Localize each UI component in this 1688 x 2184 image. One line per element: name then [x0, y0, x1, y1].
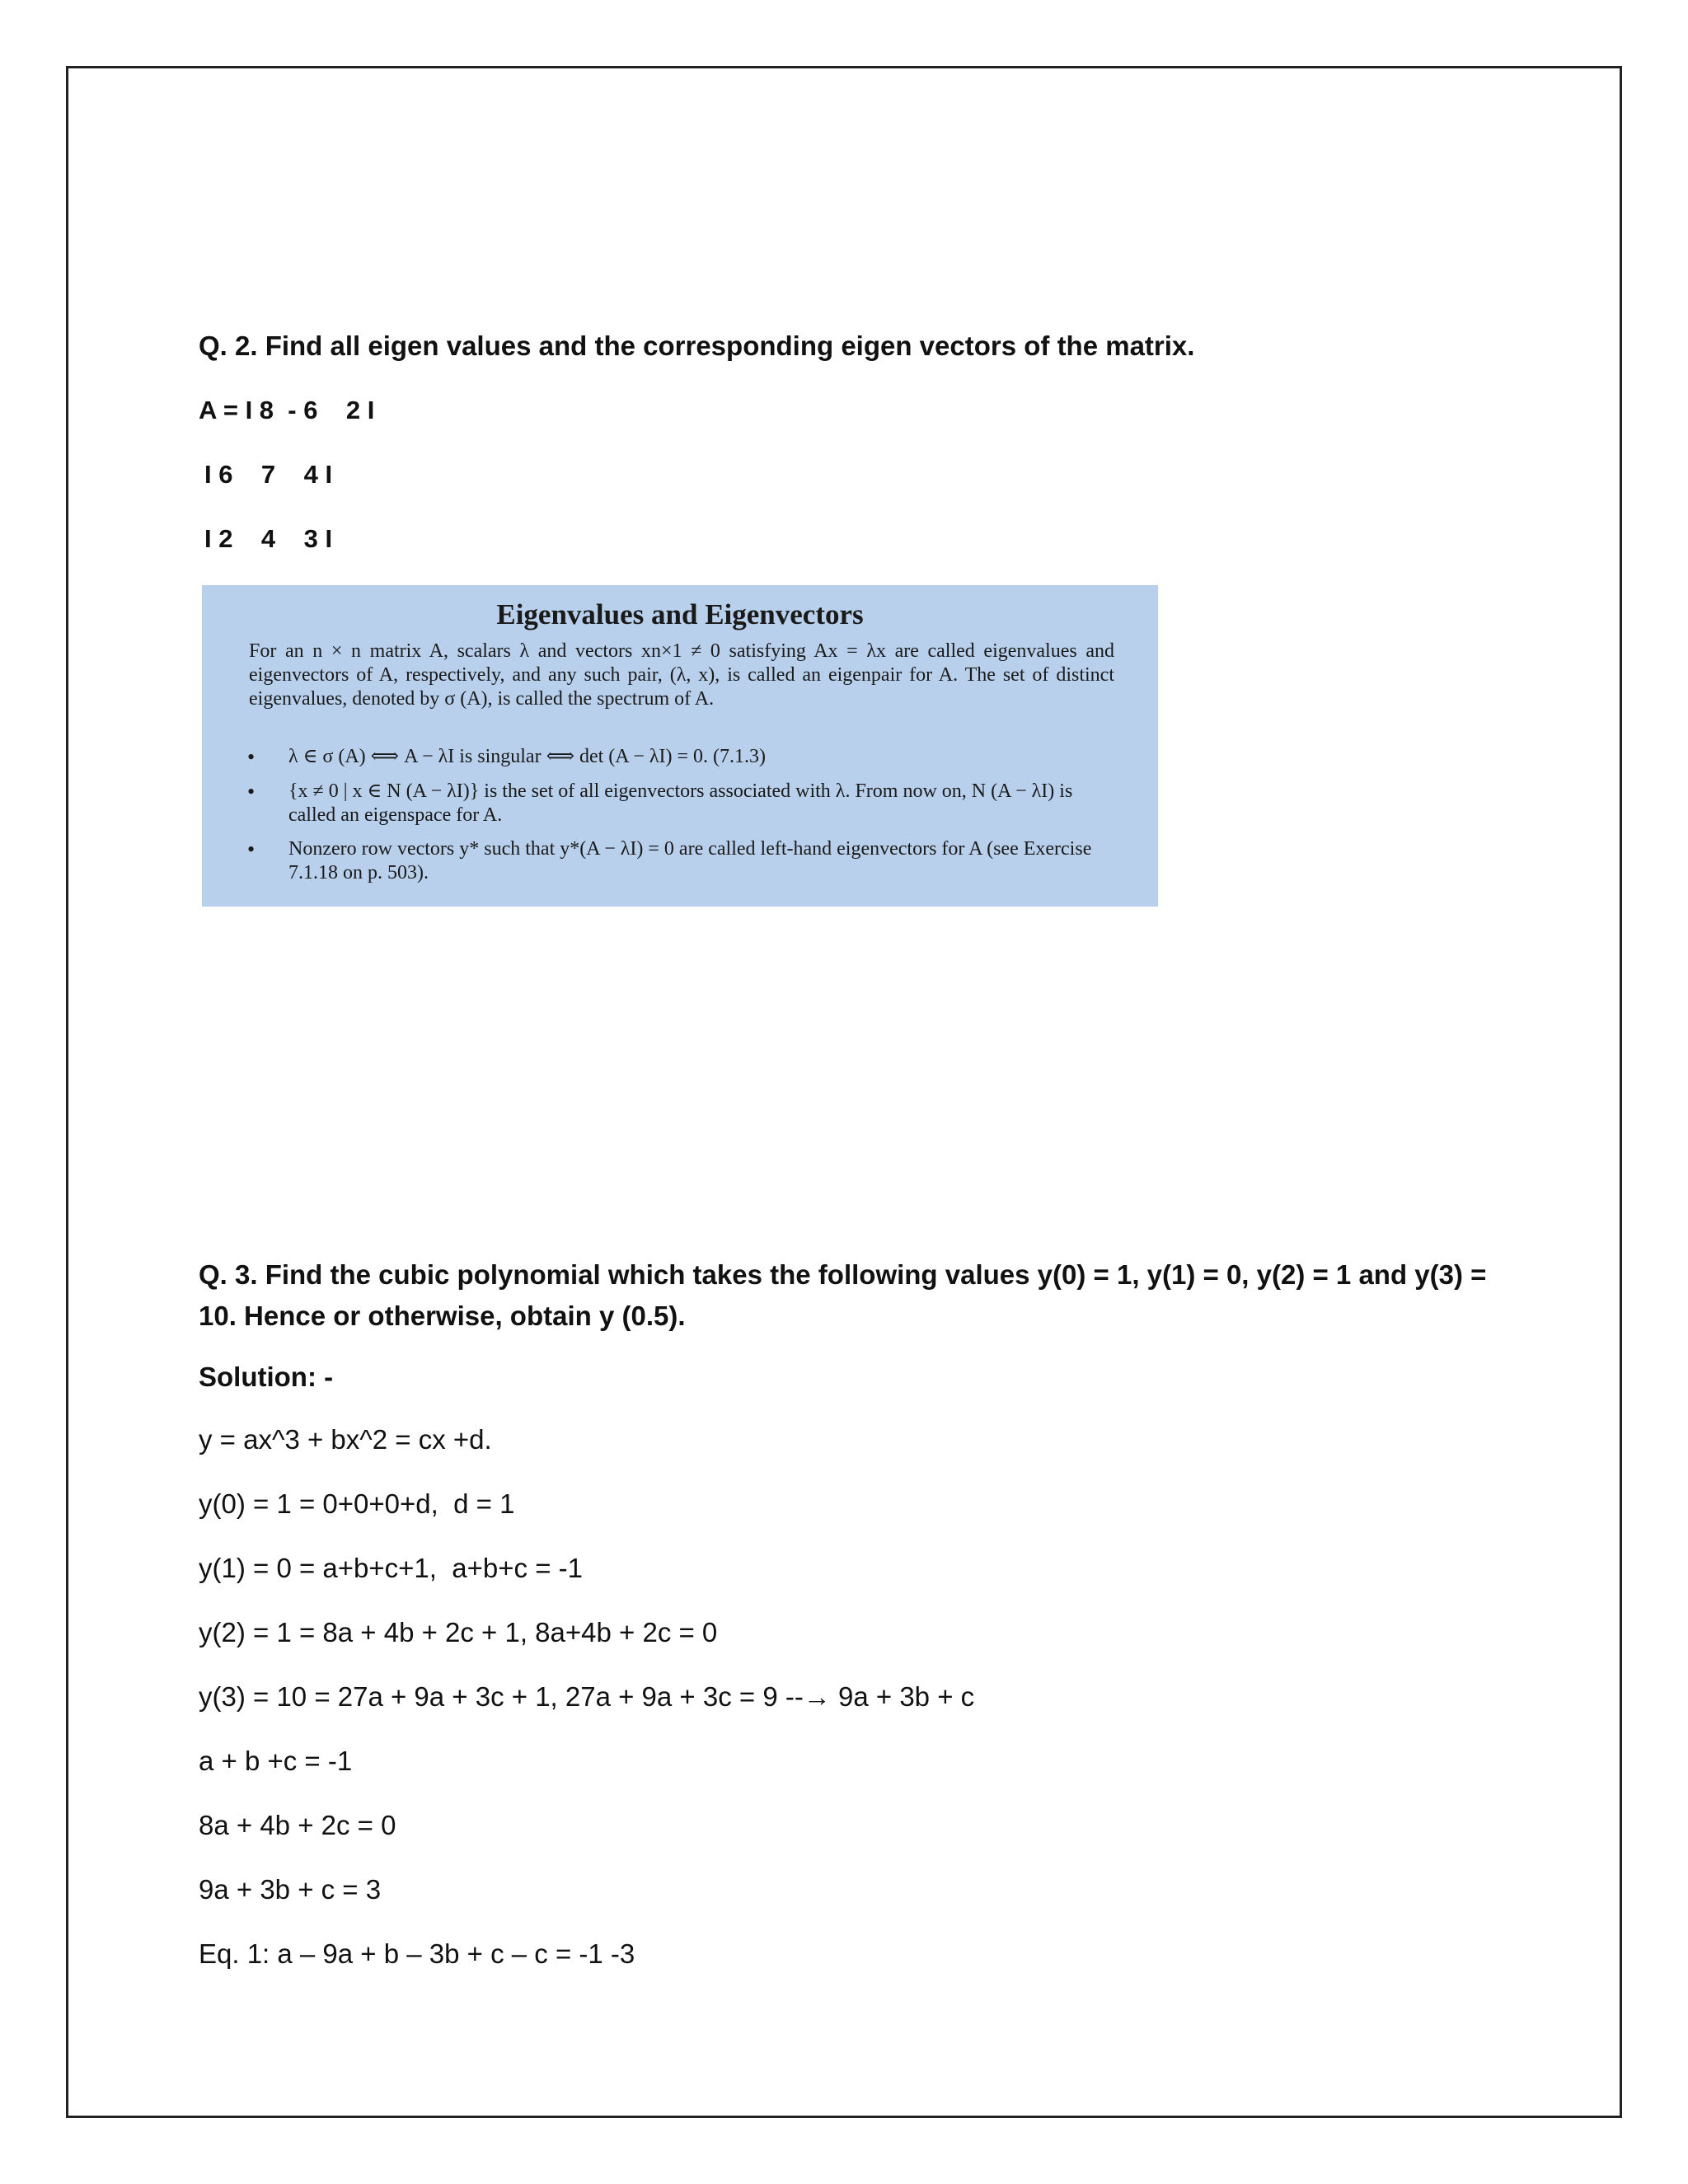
solution-line-1: y = ax^3 + bx^2 = cx +d. [199, 1424, 492, 1455]
solution-line-7: 8a + 4b + 2c = 0 [199, 1810, 396, 1840]
bullet-text: Nonzero row vectors y* such that y*(A − λI) = 0 are called left-hand eigenvectors for A (see Exercise 7.1.18 on p. 503). [288, 838, 1092, 883]
bullet-text: {x ≠ 0 | x ∈ N (A − λI)} is the set of all eigenvectors associated with λ. From now on, N (A − λI) is called an eigenspace for A. [288, 780, 1073, 826]
solution-line-5: y(3) = 10 = 27a + 9a + 3c + 1, 27a + 9a + 3c = 9 --→ 9a + 3b + c [199, 1681, 975, 1712]
excerpt-paragraph: For an n × n matrix A, scalars λ and vectors xn×1 ≠ 0 satisfying Ax = λx are called eigenvalues and eigenvectors of A, respectively, and any such pair, (λ, x), is called an eigenpair for A. The set of distinct eigenvalues, denoted by σ (A), is called the spectrum of A. [249, 640, 1114, 710]
solution-label: Solution: - [199, 1361, 334, 1392]
solution-line-2: y(0) = 1 = 0+0+0+d, d = 1 [199, 1488, 515, 1519]
solution-line-4: y(2) = 1 = 8a + 4b + 2c + 1, 8a+4b + 2c = 0 [199, 1617, 718, 1647]
q3-title-line-1: Q. 3. Find the cubic polynomial which takes the following values y(0) = 1, y(1) = 0, y(2) = 1 and y(3) = [199, 1259, 1487, 1290]
matrix-row-2: I 6 7 4 I [204, 460, 333, 489]
eigenvalues-excerpt-image [202, 585, 1158, 907]
solution-line-9: Eq. 1: a – 9a + b – 3b + c – c = -1 -3 [199, 1938, 635, 1969]
q3-title-line-2: 10. Hence or otherwise, obtain y (0.5). [199, 1301, 686, 1331]
bullet-dot: • [247, 780, 256, 804]
excerpt-title: Eigenvalues and Eigenvectors [496, 598, 864, 630]
matrix-row-1: A = I 8 - 6 2 I [199, 396, 375, 424]
matrix-row-3: I 2 4 3 I [204, 524, 333, 553]
bullet-dot: • [247, 837, 256, 861]
solution-line-3: y(1) = 0 = a+b+c+1, a+b+c = -1 [199, 1553, 583, 1583]
solution-line-6: a + b +c = -1 [199, 1746, 353, 1776]
bullet-dot: • [247, 745, 256, 769]
bullet-text: λ ∈ σ (A) ⟺ A − λI is singular ⟺ det (A − λI) = 0. (7.1.3) [288, 746, 766, 767]
solution-line-8: 9a + 3b + c = 3 [199, 1874, 382, 1905]
q2-title: Q. 2. Find all eigen values and the corresponding eigen vectors of the matrix. [199, 330, 1195, 361]
